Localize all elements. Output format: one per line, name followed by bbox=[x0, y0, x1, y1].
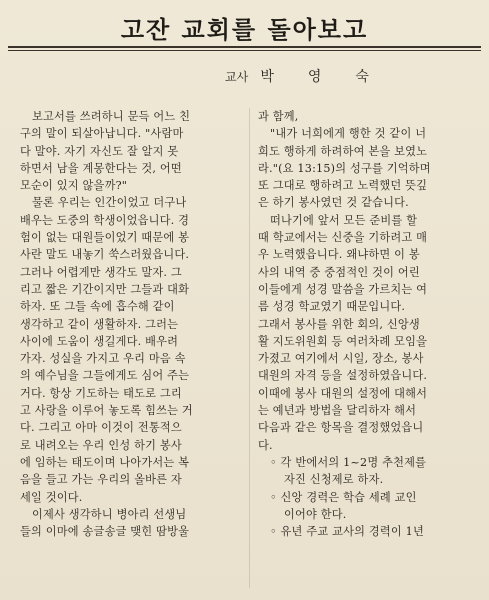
text-line: 구의 말이 되살아납니다. "사람마 bbox=[20, 127, 184, 141]
text-line: ◦ 각 반에서의 1~2명 추천제를 bbox=[270, 455, 427, 469]
right-column bbox=[258, 108, 484, 540]
text-line: 하면서 남을 계몽한다는 것, 어떤 bbox=[20, 161, 182, 175]
text-line: 그래서 봉사를 위한 회의, 신앙생 bbox=[258, 317, 420, 331]
text-line: 가자. 성실을 가지고 우리 마음 속 bbox=[20, 352, 186, 366]
text-line: 그러나 어렵게만 생각도 말자. 그 bbox=[20, 265, 182, 279]
text-line: 보고서를 쓰려하니 문득 어느 친 bbox=[32, 110, 191, 123]
text-line: ◦ 신앙 경력은 학습 세례 교인 bbox=[270, 490, 417, 504]
text-line: 의 예수님을 그들에게도 심어 주는 bbox=[20, 369, 190, 383]
text-line: 는 예년과 방법을 달리하자 해서 bbox=[258, 404, 417, 418]
text-line: 름 성경 학교였기 때문입니다. bbox=[258, 300, 406, 314]
text-line: 우 노력했읍니다. 왜냐하면 이 봉 bbox=[258, 248, 420, 262]
text-line: 때 학교에서는 신중을 기하려고 매 bbox=[258, 231, 428, 245]
author-name-char: 숙 bbox=[355, 69, 369, 85]
text-line: 대원의 자격 등을 설정하였읍니다. bbox=[258, 369, 428, 383]
text-line: 고 사랑을 이루어 놓도록 힘쓰는 거 bbox=[20, 404, 193, 418]
text-line: 배우는 도중의 학생이었읍니다. 경 bbox=[20, 213, 190, 227]
author-name-char: 영 bbox=[307, 69, 322, 85]
text-line: 생각하고 같이 생활하자. 그러는 bbox=[20, 317, 179, 331]
text-line: 로 내려오는 우리 인성 하기 봉사 bbox=[20, 438, 182, 452]
text-line: 물론 우리는 인간이었고 더구나 bbox=[32, 196, 187, 210]
text-line: 리고 짧은 기간이지만 그들과 대화 bbox=[20, 282, 190, 296]
text-line: 떠나기에 앞서 모든 준비를 할 bbox=[270, 213, 418, 227]
text-line: 거다. 항상 기도하는 태도로 그리 bbox=[20, 386, 182, 400]
text-line: 라."(요 13:15)의 성구를 기억하며 bbox=[258, 161, 431, 175]
text-line: 다. 그리고 아마 이것이 전통적으 bbox=[20, 421, 182, 435]
text-line: 모순이 있지 않을까?" bbox=[20, 179, 128, 193]
text-line: 과 함께, bbox=[258, 110, 299, 123]
text-line: 이때에 봉사 대원의 설정에 대해서 bbox=[258, 386, 428, 400]
text-line: 이들에게 성경 말씀을 가르치는 여 bbox=[258, 282, 428, 296]
left-column bbox=[20, 108, 246, 540]
title-rule-thin bbox=[8, 50, 481, 51]
text-line: ◦ 유년 주교 교사의 경력이 1년 bbox=[270, 525, 424, 539]
text-line: 세일 것이다. bbox=[20, 490, 83, 504]
text-line: 에 임하는 태도이며 나아가서는 복 bbox=[20, 455, 190, 469]
text-line: 가졌고 여기에서 시일, 장소, 봉사 bbox=[258, 352, 424, 366]
author-name bbox=[260, 70, 403, 85]
text-line: 또 그대로 행하려고 노력했던 뜻깊 bbox=[258, 179, 428, 193]
column-divider bbox=[249, 108, 250, 588]
text-line: 험이 없는 대원들이었기 때문에 봉 bbox=[20, 231, 190, 245]
text-line: 하자. 또 그들 속에 흡수해 같이 bbox=[20, 300, 175, 314]
text-line: 다 말야. 자기 자신도 잘 알지 못 bbox=[20, 144, 179, 158]
text-line: 이제사 생각하니 병아리 선생님 bbox=[32, 507, 187, 521]
text-line: 다. bbox=[258, 438, 273, 452]
text-line: 들의 이마에 송글송글 맺힌 땀방울 bbox=[20, 525, 190, 539]
text-line: 자진 신청제로 하자. bbox=[284, 473, 384, 487]
text-line: 사이에 도움이 생길게다. 배우려 bbox=[20, 334, 179, 348]
text-line: 다음과 같은 항목을 결정했었읍니 bbox=[258, 421, 424, 435]
text-line: 사란 말도 내놓기 쑥스러웠읍니다. bbox=[20, 248, 190, 262]
author-role: 교사 bbox=[225, 70, 249, 84]
text-line: 은 하기 봉사였던 것 같습니다. bbox=[258, 196, 409, 210]
text-line: 희도 행하게 하려하여 본을 보였노 bbox=[258, 144, 428, 158]
text-line: 이어야 한다. bbox=[284, 507, 347, 521]
text-line: "내가 너희에게 행한 것 같이 너 bbox=[270, 127, 427, 141]
author-byline bbox=[225, 66, 403, 86]
text-line: 사의 내역 중 중점적인 것이 어린 bbox=[258, 265, 420, 279]
author-name-char: 박 bbox=[260, 69, 274, 85]
text-line: 활 지도위원회 등 여러차례 모임을 bbox=[258, 334, 428, 348]
article-title: 고잔 교회를 돌아보고 bbox=[120, 16, 369, 44]
title-rule bbox=[8, 46, 481, 48]
text-line: 음을 들고 가는 우리의 올바른 자 bbox=[20, 473, 182, 487]
